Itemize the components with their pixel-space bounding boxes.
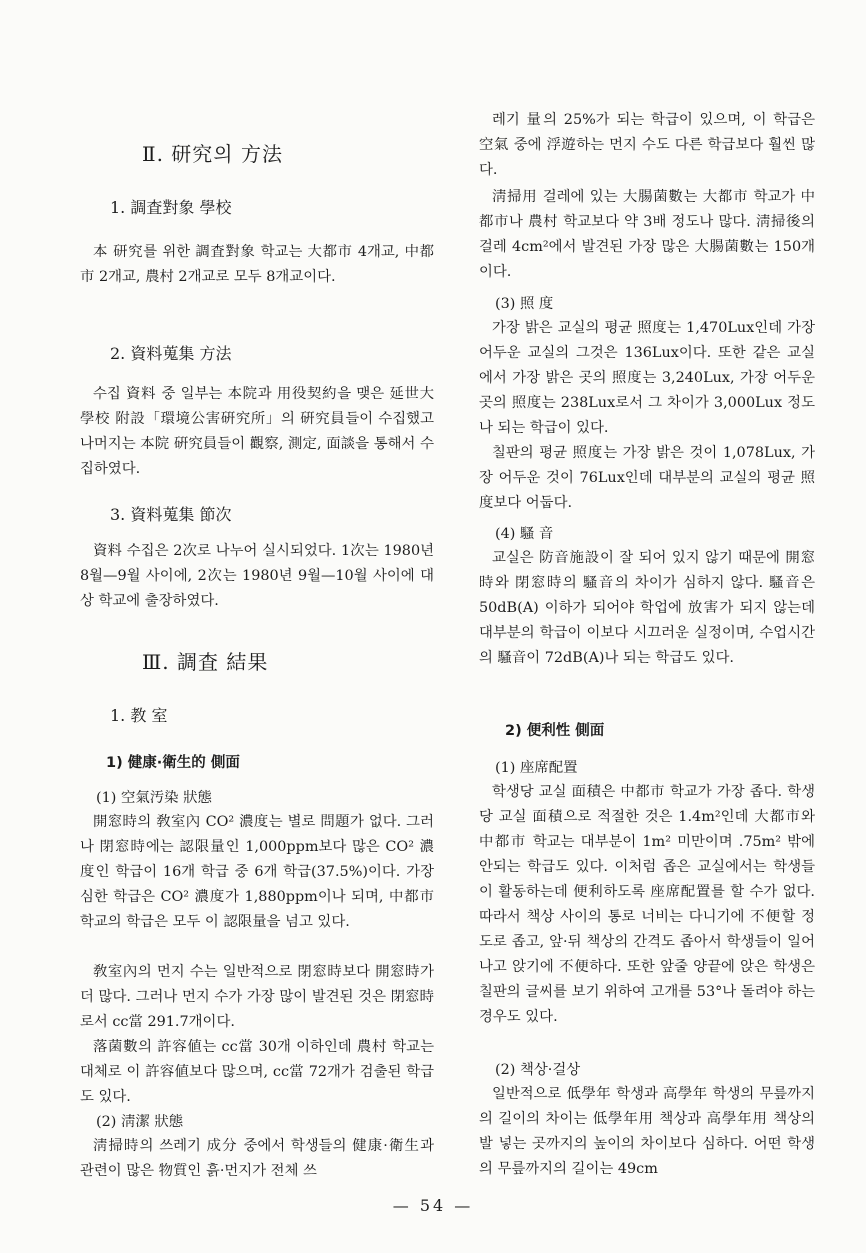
heading-h-sec3: Ⅲ. 調査 結果 bbox=[142, 650, 269, 674]
paragraph-p-e: 레기 量의 25%가 되는 학급이 있으며, 이 학급은 空氣 중에 浮遊하는 먼지 수도 다른 학급보다 훨씬 많다. bbox=[479, 112, 815, 178]
paragraph-p-i: 교실은 防音施設이 잘 되어 있지 않기 때문에 開窓時와 閉窓時의 騷音의 차이가 심하지 않다. 騷音은 50dB(A) 이하가 되어야 학업에 放害가 되지 않는데 대부분의 학급이 이보다 시끄러운 실정이며, 수업시간의 騷音이 72dB(A)나 되는 학급도 있다. bbox=[479, 550, 815, 666]
paragraph-p-2-2: 수집 資料 중 일부는 本院과 用役契約을 맺은 延世大學校 附設「環境公害硏究所」의 硏究員들이 수집했고 나머지는 本院 硏究員들이 觀察, 測定, 面談을 통해서 수집하였다. bbox=[80, 386, 434, 477]
heading-h-3-1-1-3: (3) 照 度 bbox=[495, 296, 554, 312]
heading-h-3-1-2-1: (1) 座席配置 bbox=[495, 760, 578, 776]
paragraph-p-c: 落菌數의 許容値는 cc當 30개 이하인데 農村 학교는 대체로 이 許容値보다 많으며, cc當 72개가 검출된 학급도 있다. bbox=[80, 1039, 434, 1105]
paragraph-p-g: 가장 밝은 교실의 평균 照度는 1,470Lux인데 가장 어두운 교실의 그것은 136Lux이다. 또한 같은 교실에서 가장 밝은 곳의 照度는 3,240Lux, 가장 어두운 곳의 照度는 238Lux로서 그 차이가 3,000Lux 정도나 되는 학급이 있다. bbox=[479, 320, 815, 436]
heading-h-3-1-1-1: (1) 空氣汚染 狀態 bbox=[96, 790, 212, 806]
paragraph-p-k: 일반적으로 低學年 학생과 高學年 학생의 무릎까지의 길이의 차이는 低學年用 책상과 高學年用 책상의 발 넣는 곳까지의 높이의 차이보다 심하다. 어떤 학생의 무릎까지의 길이는 49cm bbox=[479, 1086, 815, 1177]
heading-h-sec2: Ⅱ. 研究의 方法 bbox=[142, 142, 283, 166]
heading-h-3-1-2: 2) 便利性 側面 bbox=[505, 723, 605, 739]
paragraph-p-f: 淸掃用 걸레에 있는 大腸菌數는 大都市 학교가 中都市나 農村 학교보다 약 3배 정도나 많다. 淸掃後의 걸레 4cm²에서 발견된 가장 많은 大腸菌數는 150개이다. bbox=[479, 189, 815, 280]
paragraph-p-2-3: 資料 수집은 2次로 나누어 실시되었다. 1次는 1980년 8월—9월 사이에, 2次는 1980년 9월—10월 사이에 대상 학교에 출장하였다. bbox=[80, 543, 434, 609]
heading-h-3-1-2-2: (2) 책상·걸상 bbox=[495, 1062, 581, 1078]
paragraph-p-h: 칠판의 평균 照度는 가장 밝은 것이 1,078Lux, 가장 어두운 것이 76Lux인데 대부분의 교실의 평균 照度보다 어둡다. bbox=[479, 445, 815, 511]
paragraph-p-d: 淸掃時의 쓰레기 成分 중에서 학생들의 健康·衛生과 관련이 많은 物質인 흙·먼지가 전체 쓰 bbox=[80, 1138, 434, 1179]
page-number: — 54 — bbox=[392, 1196, 474, 1215]
paragraph-p-j: 학생당 교실 面積은 中都市 학교가 가장 좁다. 학생당 교실 面積으로 적절한 것은 1.4m²인데 大都市와 中都市 학교는 대부분이 1m² 미만이며 .75m² 밖에 안되는 학급도 있다. 이처럼 좁은 교실에서는 학생들이 활동하는데 便利하도록 座席配置를 할 수가 없다. 따라서 책상 사이의 통로 너비는 다니기에 不便할 정도로 좁고, 앞·뒤 책상의 간격도 좁아서 학생들이 일어나고 앉기에 不便하다. 또한 앞줄 양끝에 앉은 학생은 칠판의 글씨를 보기 위하여 고개를 53°나 돌려야 하는 경우도 있다. bbox=[479, 784, 815, 1025]
heading-h-3-1-1-4: (4) 騷 音 bbox=[495, 526, 554, 542]
paragraph-p-2-1: 本 研究를 위한 調査對象 학교는 大都市 4개교, 中都市 2개교, 農村 2개교로 모두 8개교이다. bbox=[80, 244, 434, 285]
heading-h-3-1-1-2: (2) 淸潔 狀態 bbox=[96, 1114, 184, 1130]
heading-h-3-1-1: 1) 健康·衛生的 側面 bbox=[106, 755, 240, 771]
heading-h-2-3: 3. 資料蒐集 節次 bbox=[110, 505, 232, 524]
heading-h-2-1: 1. 調査對象 學校 bbox=[110, 198, 232, 217]
paragraph-p-a: 開窓時의 敎室內 CO² 濃度는 별로 問題가 없다. 그러나 閉窓時에는 認限量인 1,000ppm보다 많은 CO² 濃度인 학급이 16개 학급 중 6개 학급(37.5%)이다. 가장 심한 학급은 CO² 濃度가 1,880ppm이나 되며, 中都市 학교의 학급은 모두 이 認限量을 넘고 있다. bbox=[80, 814, 434, 930]
paragraph-p-b: 敎室內의 먼지 수는 일반적으로 閉窓時보다 開窓時가 더 많다. 그러나 먼지 수가 가장 많이 발견된 것은 閉窓時로서 cc當 291.7개이다. bbox=[80, 964, 434, 1030]
heading-h-2-2: 2. 資料蒐集 方法 bbox=[110, 344, 232, 363]
heading-h-3-1: 1. 教 室 bbox=[110, 706, 168, 725]
